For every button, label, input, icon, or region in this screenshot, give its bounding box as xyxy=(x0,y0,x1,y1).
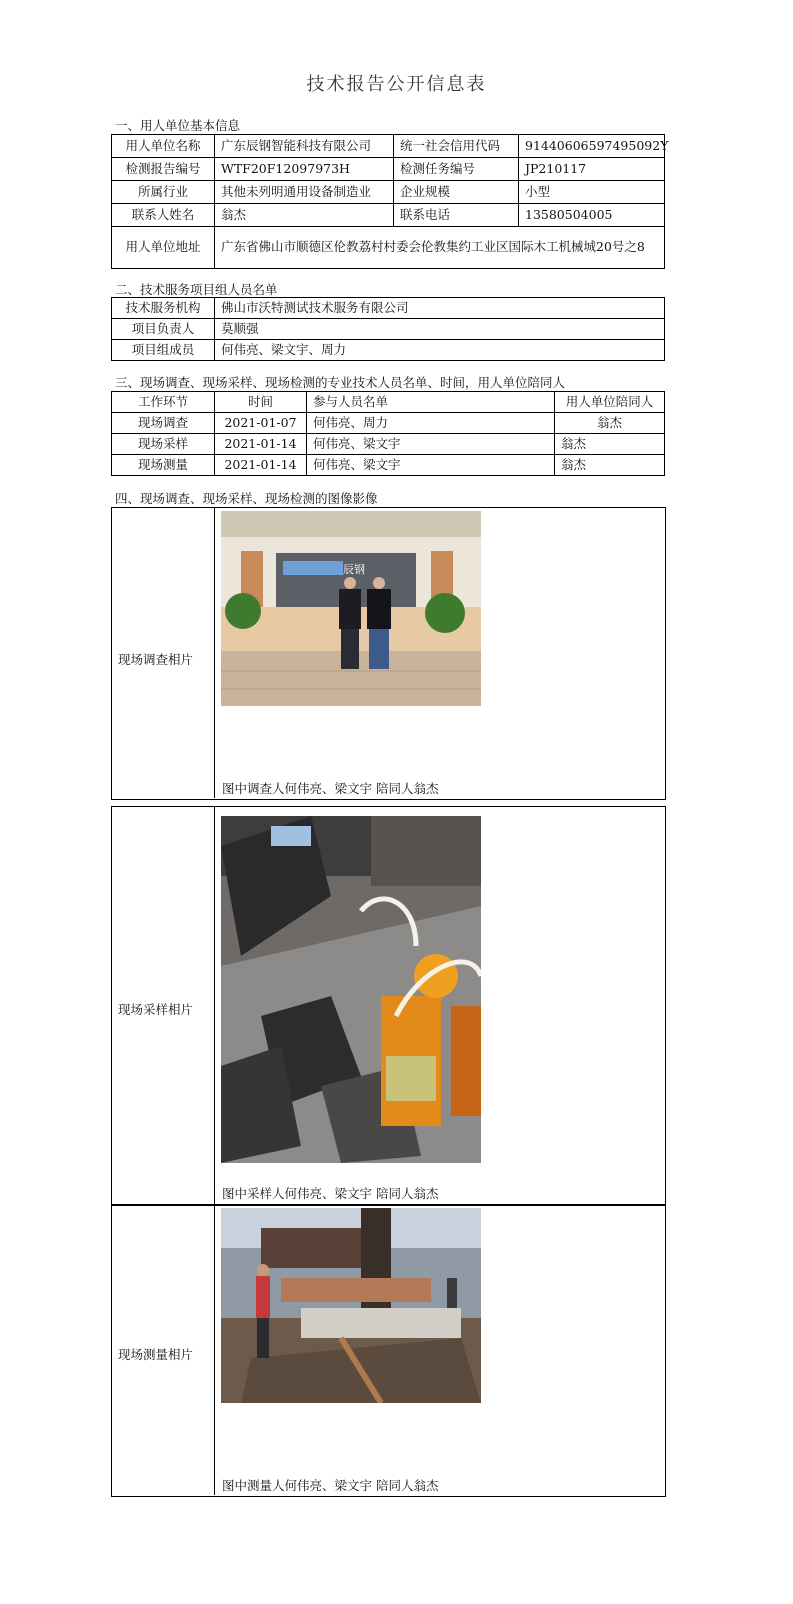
measurement-photo-image xyxy=(221,1208,481,1403)
table-cell: 检测任务编号 xyxy=(394,158,519,181)
table-cell: 企业规模 xyxy=(394,181,519,204)
table-row xyxy=(112,204,665,227)
table-row xyxy=(112,413,665,434)
sign-text: 辰钢 xyxy=(343,563,365,576)
table-cell: 现场测量 xyxy=(112,455,215,476)
column-header: 用人单位陪同人 xyxy=(555,392,665,413)
project-team-table xyxy=(111,297,665,361)
section-1-heading: 一、用人单位基本信息 xyxy=(115,118,241,133)
table-cell: 所属行业 xyxy=(112,181,215,204)
table-cell: 何伟亮、周力 xyxy=(307,413,555,434)
column-header: 时间 xyxy=(215,392,307,413)
divider xyxy=(214,806,215,1204)
basic-info-table xyxy=(111,134,669,269)
sampling-photo xyxy=(221,816,481,1163)
table-cell: 检测报告编号 xyxy=(112,158,215,181)
table-cell: 统一社会信用代码 xyxy=(394,135,519,158)
table-cell: 翁杰 xyxy=(555,434,665,455)
divider xyxy=(214,507,215,798)
table-cell: 佛山市沃特测试技术服务有限公司 xyxy=(215,298,665,319)
table-cell: 现场采样 xyxy=(112,434,215,455)
table-cell: 2021-01-14 xyxy=(215,455,307,476)
table-cell: 何伟亮、梁文宇 xyxy=(307,455,555,476)
table-cell: 2021-01-14 xyxy=(215,434,307,455)
divider xyxy=(214,1204,215,1495)
table-row xyxy=(112,135,665,158)
table-row xyxy=(112,298,665,319)
document-title: 技术报告公开信息表 xyxy=(306,74,487,95)
measurement-photo xyxy=(221,1208,481,1403)
survey-photo xyxy=(221,511,481,706)
table-cell: 小型 xyxy=(519,181,665,204)
table-cell: 联系电话 xyxy=(394,204,519,227)
table-row xyxy=(112,319,665,340)
table-row xyxy=(112,455,665,476)
table-cell: 其他未列明通用设备制造业 xyxy=(215,181,394,204)
table-cell: 13580504005 xyxy=(519,204,665,227)
table-row xyxy=(112,158,665,181)
table-cell: 现场调查 xyxy=(112,413,215,434)
section-2-heading: 二、技术服务项目组人员名单 xyxy=(115,282,278,297)
survey-photo-image xyxy=(221,511,481,706)
column-header: 参与人员名单 xyxy=(307,392,555,413)
sampling-photo-caption: 图中采样人何伟亮、梁文宇 陪同人翁杰 xyxy=(222,1186,439,1201)
table-cell: 联系人姓名 xyxy=(112,204,215,227)
column-header: 工作环节 xyxy=(112,392,215,413)
table-row xyxy=(112,340,665,361)
photo-label-survey: 现场调查相片 xyxy=(118,652,194,667)
table-row xyxy=(112,181,665,204)
section-3-heading: 三、现场调查、现场采样、现场检测的专业技术人员名单、时间，用人单位陪同人 xyxy=(115,375,566,390)
photo-label-sampling: 现场采样相片 xyxy=(118,1002,194,1017)
table-cell: WTF20F12097973H xyxy=(215,158,394,181)
table-cell: 91440606597495092Y xyxy=(519,135,665,158)
survey-photo-caption: 图中调查人何伟亮、梁文宇 陪同人翁杰 xyxy=(222,781,439,796)
section-4-heading: 四、现场调查、现场采样、现场检测的图像影像 xyxy=(115,491,378,506)
table-cell: JP210117 xyxy=(519,158,665,181)
measurement-photo-caption: 图中测量人何伟亮、梁文宇 陪同人翁杰 xyxy=(222,1478,439,1493)
table-cell: 翁杰 xyxy=(555,413,665,434)
table-cell: 何伟亮、梁文宇 xyxy=(307,434,555,455)
table-cell: 用人单位名称 xyxy=(112,135,215,158)
table-cell: 2021-01-07 xyxy=(215,413,307,434)
table-row xyxy=(112,434,665,455)
table-header-row xyxy=(112,392,665,413)
table-cell: 技术服务机构 xyxy=(112,298,215,319)
table-cell: 莫顺强 xyxy=(215,319,665,340)
address-label: 用人单位地址 xyxy=(112,227,215,269)
sampling-photo-image xyxy=(221,816,481,1163)
table-cell: 翁杰 xyxy=(555,455,665,476)
table-cell: 广东辰钢智能科技有限公司 xyxy=(215,135,394,158)
address-value: 广东省佛山市顺德区伦教荔村村委会伦教集约工业区国际木工机械城20号之8 xyxy=(215,227,665,269)
table-cell: 何伟亮、梁文宇、周力 xyxy=(215,340,665,361)
table-cell: 项目负责人 xyxy=(112,319,215,340)
field-work-table xyxy=(111,391,665,476)
table-row xyxy=(112,227,665,269)
photo-label-measurement: 现场测量相片 xyxy=(118,1347,194,1362)
table-cell: 翁杰 xyxy=(215,204,394,227)
table-cell: 项目组成员 xyxy=(112,340,215,361)
